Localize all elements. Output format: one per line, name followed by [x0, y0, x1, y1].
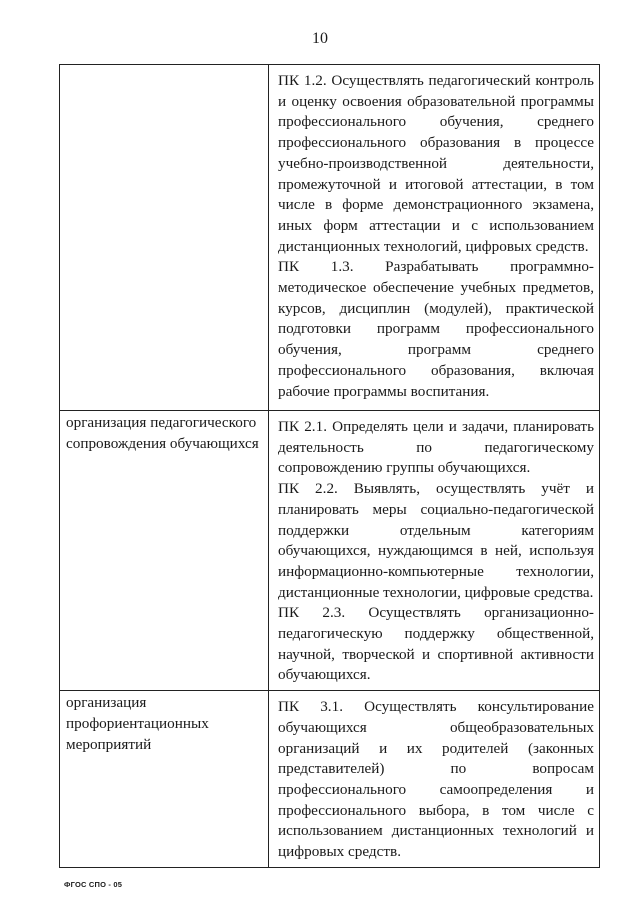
competency-item: ПК 1.3. Разрабатывать программно-методическое обеспечение учебных предметов, курсов, дисциплин (модулей), практической подготовки программ профессионального обучения, программ среднего профессионального образования, включая рабочие программы воспитания.: [278, 258, 594, 400]
competencies-cell: [269, 65, 600, 411]
activity-area-cell: [60, 65, 269, 411]
table-row: [60, 691, 600, 868]
competency-item: ПК 2.2. Выявлять, осуществлять учёт и планировать меры социально-педагогической поддержки отдельным категориям обучающихся, нуждающимся в ней, используя информационно-компьютерные технологии, дистанционные технологии, цифровые средства.: [278, 480, 594, 601]
activity-area-cell: организация педагогического сопровождения обучающихся: [60, 411, 269, 691]
competencies-cell: [269, 691, 600, 868]
document-footer: ФГОС СПО - 05: [64, 880, 123, 889]
table-row: [60, 411, 600, 691]
competency-item: ПК 2.3. Осуществлять организационно-педагогическую поддержку общественной, научной, творческой и спортивной активности обучающихся.: [278, 604, 594, 684]
competency-item: ПК 2.1. Определять цели и задачи, планировать деятельность по педагогическому сопровождению группы обучающихся.: [278, 418, 594, 477]
competency-table: [59, 64, 600, 868]
competency-item: ПК 3.1. Осуществлять консультирование обучающихся общеобразовательных организаций и их родителей (законных представителей) по вопросам профессионального самоопределения и профессионального выбора, в том числе с использованием дистанционных технологий и цифровых средств.: [278, 698, 594, 861]
page-number: 10: [312, 30, 328, 47]
table-row: [60, 65, 600, 411]
competencies-cell: [269, 411, 600, 691]
competency-item: ПК 1.2. Осуществлять педагогический контроль и оценку освоения образовательной программы профессионального обучения, среднего профессионального образования в процессе учебно-производственной деятельности, промежуточной и итоговой аттестации, в том числе в форме демонстрационного экзамена, иных форм аттестации и с использованием дистанционных технологий, цифровых средств.: [278, 72, 594, 255]
activity-area-cell: организация профориентационных мероприятий: [60, 691, 269, 868]
